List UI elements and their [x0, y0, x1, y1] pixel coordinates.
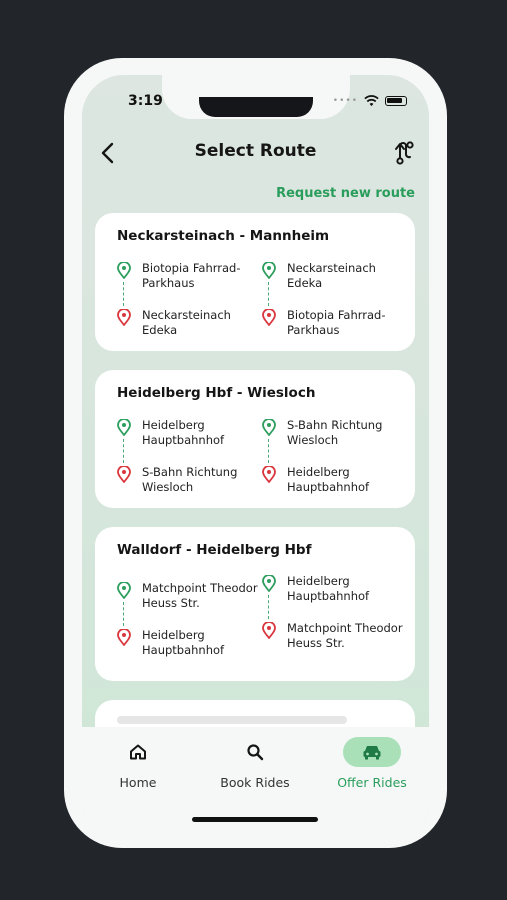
nav-offer-rides-label: Offer Rides [337, 775, 407, 790]
route-connector [268, 439, 269, 463]
search-icon [246, 743, 264, 761]
route-return [262, 261, 402, 341]
end-location: Heidelberg Hauptbahnhof [287, 465, 370, 494]
start-location: Heidelberg Hauptbahnhof [287, 574, 370, 603]
nav-book-rides[interactable] [205, 737, 305, 790]
car-icon [362, 744, 382, 760]
route-return [262, 418, 402, 498]
start-location: Neckarsteinach Edeka [287, 261, 376, 290]
end-location: Heidelberg Hauptbahnhof [142, 628, 225, 657]
end-location: Biotopia Fahrrad-Parkhaus [287, 308, 386, 337]
route-title: Heidelberg Hbf - Wiesloch [117, 385, 316, 401]
status-icons [333, 95, 407, 107]
nav-book-icon-wrap [226, 737, 284, 767]
route-connector [123, 282, 124, 306]
end-location: Matchpoint Theodor Heuss Str. [287, 621, 403, 650]
header [82, 137, 429, 167]
route-outbound [117, 261, 257, 341]
route-card[interactable] [95, 213, 415, 351]
end-location: Neckarsteinach Edeka [142, 308, 231, 337]
route-connector [268, 595, 269, 619]
signal-icon: •••• [332, 96, 358, 106]
status-time: 3:19 [128, 93, 163, 109]
route-connector [268, 282, 269, 306]
app-screen [82, 75, 429, 845]
home-icon [129, 744, 147, 761]
route-outbound [117, 581, 257, 671]
bottom-nav [82, 727, 429, 845]
start-pin-icon [262, 262, 276, 279]
end-pin-icon [117, 629, 131, 646]
swap-route-icon[interactable] [393, 140, 417, 166]
notch [199, 97, 313, 117]
start-pin-icon [262, 575, 276, 592]
nav-book-rides-label: Book Rides [220, 775, 290, 790]
home-indicator [192, 817, 318, 822]
start-location: Matchpoint Theodor Heuss Str. [142, 581, 258, 610]
nav-offer-icon-wrap [343, 737, 401, 767]
nav-home[interactable] [88, 737, 188, 790]
start-pin-icon [117, 582, 131, 599]
route-title-partial [117, 716, 347, 724]
route-connector [123, 602, 124, 626]
start-location: Biotopia Fahrrad-Parkhaus [142, 261, 241, 290]
page-title: Select Route [194, 141, 317, 161]
notch-area [162, 75, 350, 119]
route-connector [123, 439, 124, 463]
end-location: S-Bahn Richtung Wiesloch [142, 465, 238, 494]
start-location: Heidelberg Hauptbahnhof [142, 418, 225, 447]
start-pin-icon [262, 419, 276, 436]
end-pin-icon [262, 309, 276, 326]
end-pin-icon [262, 466, 276, 483]
request-new-route-link[interactable]: Request new route [276, 186, 415, 201]
wifi-icon [364, 95, 379, 107]
start-pin-icon [117, 262, 131, 279]
nav-home-icon-wrap [109, 737, 167, 767]
route-return [262, 574, 402, 674]
start-location: S-Bahn Richtung Wiesloch [287, 418, 383, 447]
nav-home-label: Home [119, 775, 157, 790]
route-title: Neckarsteinach - Mannheim [117, 228, 330, 244]
end-pin-icon [262, 622, 276, 639]
route-card[interactable] [95, 527, 415, 681]
route-outbound [117, 418, 257, 498]
end-pin-icon [117, 309, 131, 326]
route-card[interactable] [95, 370, 415, 508]
end-pin-icon [117, 466, 131, 483]
start-pin-icon [117, 419, 131, 436]
nav-offer-rides[interactable] [322, 737, 422, 790]
battery-icon [385, 96, 407, 106]
route-title: Walldorf - Heidelberg Hbf [117, 542, 312, 558]
